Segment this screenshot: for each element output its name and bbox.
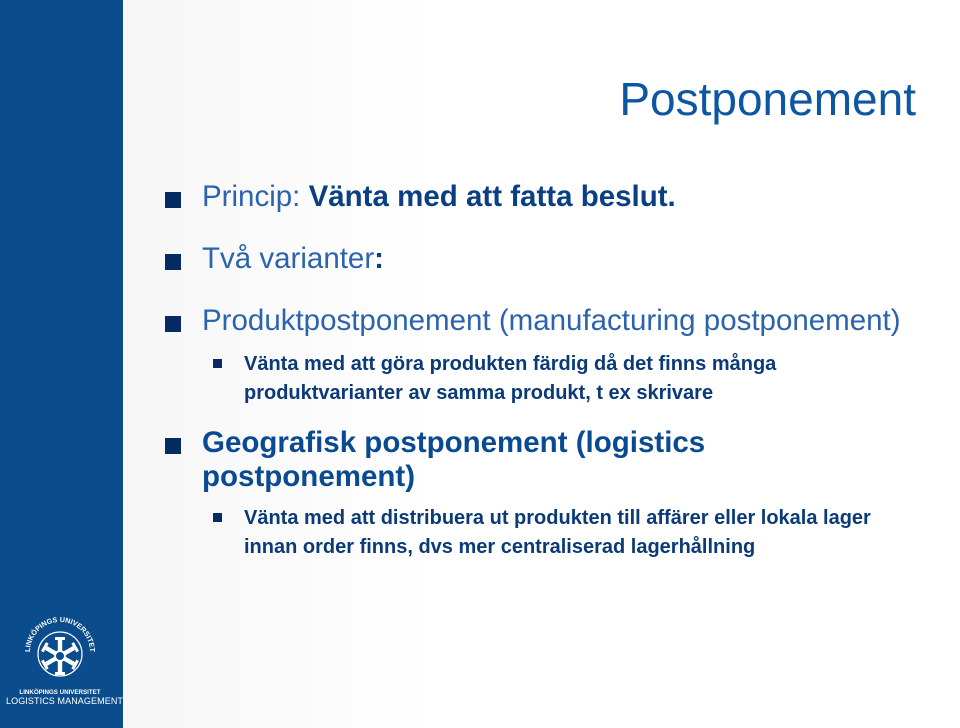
slide-title: Postponement <box>619 73 916 125</box>
sub-bullet-produkt <box>164 350 904 408</box>
sub-bullet-geografisk <box>164 504 904 562</box>
sidebar-footer-label: LOGISTICS MANAGEMENT <box>6 696 124 706</box>
geo-detail: Vänta med att distribuera ut produkten till affärer eller lokala lager innan order finns, dvs mer centraliserad lagerhållning <box>244 507 871 558</box>
princip-text: Vänta med att fatta beslut. <box>308 180 676 213</box>
sidebar <box>0 0 123 728</box>
bullet-geografisk-postponement <box>164 426 904 494</box>
produkt-heading: Produktpostponement (manufacturing postponement) <box>202 304 901 337</box>
princip-label: Princip: <box>202 180 309 213</box>
square-bullet-icon <box>165 254 181 270</box>
slide-content <box>164 180 904 562</box>
bullet-produktpostponement <box>164 304 904 338</box>
logo-caption: LINKÖPINGS UNIVERSITET <box>19 689 101 696</box>
bullet-varianter <box>164 242 904 276</box>
varianter-label: Två varianter <box>202 242 375 275</box>
varianter-colon: : <box>374 242 384 275</box>
square-bullet-icon <box>165 438 181 454</box>
logo-ring-text: LINKÖPINGS UNIVERSITET <box>22 614 98 653</box>
small-square-bullet-icon <box>213 359 222 368</box>
university-logo-icon <box>16 612 104 698</box>
produkt-detail: Vänta med att göra produkten färdig då det finns många produktvarianter av samma produkt, t ex skrivare <box>244 353 777 404</box>
square-bullet-icon <box>165 192 181 208</box>
square-bullet-icon <box>165 316 181 332</box>
bullet-princip <box>164 180 904 214</box>
geo-heading: Geografisk postponement (logistics postponement) <box>202 426 706 493</box>
small-square-bullet-icon <box>213 513 222 522</box>
